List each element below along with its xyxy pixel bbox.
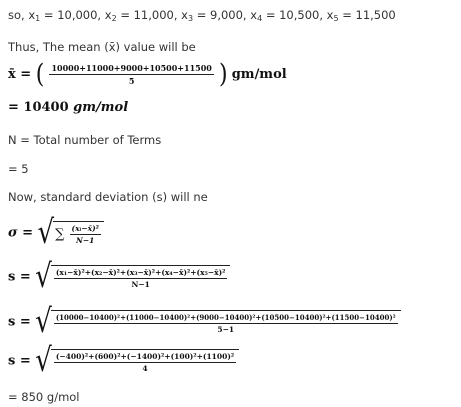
sd-intro: Now, standard deviation (s) will ne [8,190,208,204]
mean-numerator: 10000+11000+9000+10500+11500 [51,63,212,73]
sd-sub1-numerator: (x₁−x̄)²+(x₂−x̄)²+(x₃−x̄)²+(x₄−x̄)²+(x₅−x̄)² [55,268,226,277]
sd-substitution-2 [8,303,401,341]
left-paren: ( [35,59,45,90]
sd-sub2-lhs: s = [8,314,36,330]
sd-formula-numerator: (xᵢ−x̄)² [71,224,99,233]
sd-sub3-lhs: s = [8,353,36,369]
mean-unit: gm/mol [231,67,287,82]
final-result: = 850 g/mol [8,390,80,404]
sd-sub3-numerator: (−400)²+(600)²+(−1400)²+(100)²+(1100)² [55,352,235,361]
sqrt-symbol: √∑ $\frac{\text{(xᵢ−x̄)²}}{N-1}$ [38,218,104,248]
sqrt-symbol: √ (10000−10400)²+(11000−10400)²+(9000−10400)²+(10500−10400)²+(11500−10400)² 5−1 [35,307,400,337]
mean-result-unit: gm/mol [73,100,129,115]
sqrt-symbol: √ $\frac{\text{(x₁−x̄)²+(x₂−x̄)²+(x₃−x̄)²+(x₄−x̄)²+(x₅−x̄)²}}{N-1}$ [35,262,230,292]
mean-lhs: x̄ = [8,67,36,82]
sd-sub1-denominator: N−1 [131,280,150,289]
sd-sub3-denominator: 4 [142,364,148,373]
sd-sub1-lhs: s = [8,269,36,285]
sd-substitution-1 [8,258,230,296]
sd-formula-lhs: σ = [8,225,38,241]
values-line: so, $x_1 = 10,000$, $x_2 = 11,000$, $x_3 = 9,000$, $x_4 = 10,500$, $x_5 = 11,500$ [8,8,396,23]
sqrt-symbol: √ $\frac{\text{(−400)²+(600)²+(−1400)²+(100)²+(1100)²}}{4}$ [35,346,239,376]
mean-denominator: 5 [128,76,135,86]
n-value: = 5 [8,162,29,176]
sd-substitution-3 [8,342,239,380]
mean-fraction [49,63,213,86]
sd-formula-denominator: N−1 [76,236,95,245]
sd-sub2-numerator: (10000−10400)²+(11000−10400)²+(9000−10400)²+(10500−10400)²+(11500−10400)² [55,313,396,322]
values-prefix: so, x [8,8,36,22]
sum-symbol: ∑ [55,227,65,242]
right-paren: ) [218,59,228,90]
mean-intro: Thus, The mean (x̄) value will be [8,40,196,54]
mean-result-value: = 10400 [8,100,74,115]
mean-equation [8,59,287,90]
sd-sub2-denominator: 5−1 [217,325,235,334]
n-definition: N = Total number of Terms [8,133,162,147]
mean-result [8,100,128,115]
sd-formula [8,214,104,252]
